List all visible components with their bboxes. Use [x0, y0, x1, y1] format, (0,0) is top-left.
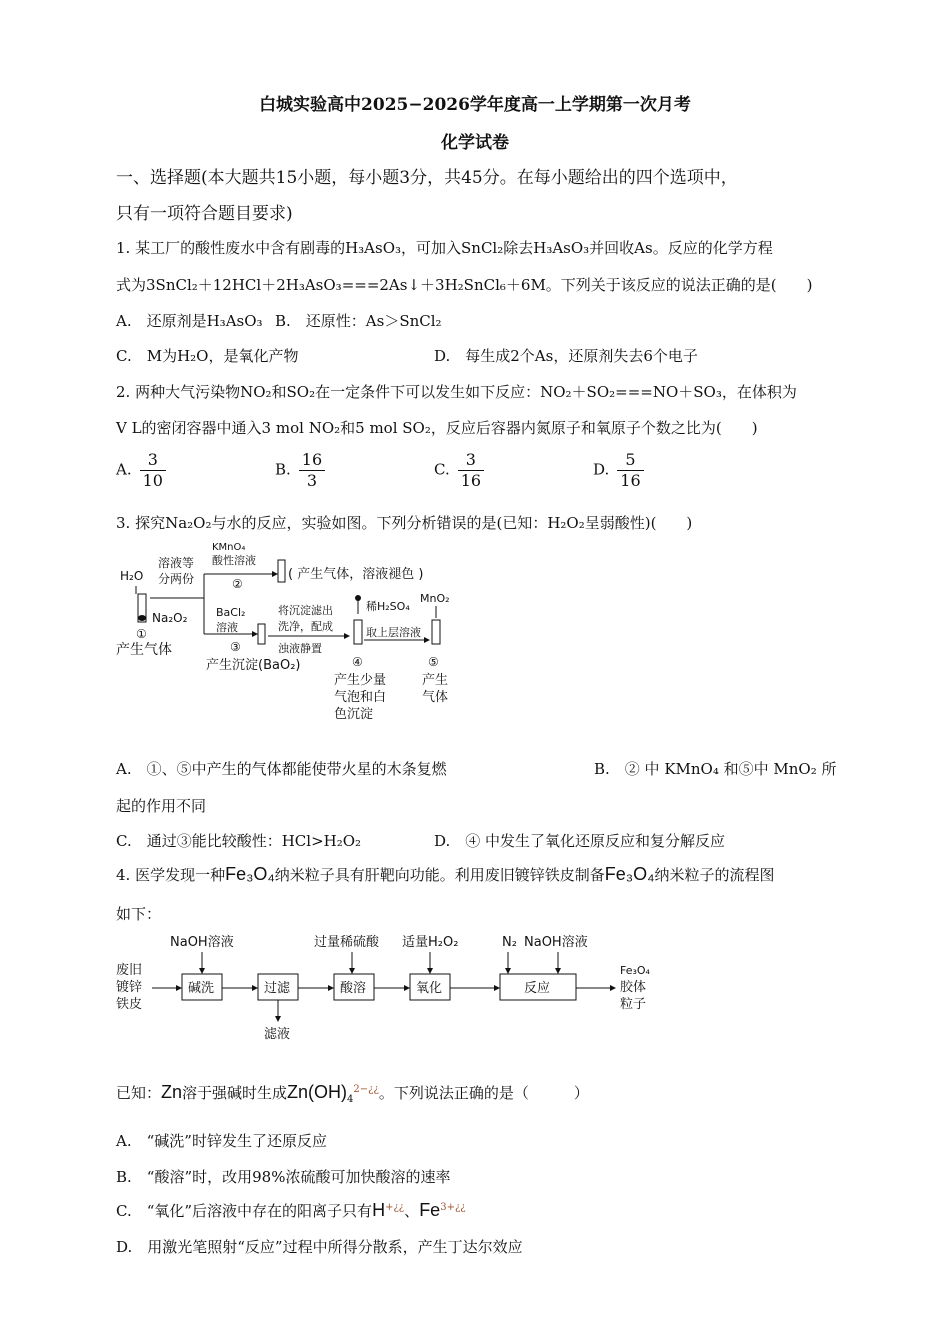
fig3-r4c: 色沉淀 [334, 707, 374, 722]
q2-option-b: B. $\frac{16}{3}$ [275, 450, 325, 491]
q3-option-b-cont: 起的作用不同 [116, 797, 207, 815]
q1-option-c: C. M为H₂O，是氧化产物 [116, 347, 299, 365]
flow-h2o2-in: 适量H₂O₂ [402, 935, 459, 950]
section-heading-line1: 一、选择题(本大题共15小题，每小题3分，共45分。在每小题给出的四个选项中， [116, 168, 738, 188]
flow-filter: 过滤 [264, 981, 291, 996]
exam-subtitle: 化学试卷 [441, 133, 509, 153]
q2-stem-line1: 2. 两种大气污染物NO₂和SO₂在一定条件下可以发生如下反应：NO₂＋SO₂===NO＋SO₃，在体积为 [116, 383, 797, 401]
fig3-step3: 浊液静置 [278, 642, 322, 655]
q4-option-b: B. “酸溶”时，改用98%浓硫酸可加快酸溶的速率 [116, 1168, 451, 1186]
fig3-r4a: 产生少量 [334, 673, 387, 688]
flow-out3: 粒子 [620, 997, 647, 1012]
fig3-bacl2: BaCl₂ [216, 606, 246, 619]
q3-stem-line1: 3. 探究Na₂O₂与水的反应，实验如图。下列分析错误的是(已知：H₂O₂呈弱酸性)( ) [116, 514, 693, 532]
q1-stem-line1: 1. 某工厂的酸性废水中含有剧毒的H₃AsO₃，可加入SnCl₂除去H₃AsO₃并回收As。反应的化学方程 [116, 239, 773, 257]
fig3-kmno4b: 酸性溶液 [212, 554, 256, 567]
fig3-n4: ④ [352, 655, 363, 669]
q2-stem-line2: V L的密闭容器中通入3 mol NO₂和5 mol SO₂，反应后容器内氮原子和氧原子个数之比为( ) [116, 419, 758, 437]
flow-naoh2: NaOH溶液 [524, 935, 588, 950]
fig3-gas1: 产生气体 [116, 642, 172, 658]
q4-known: 已知：Zn溶于强碱时生成$Zn(OH)_4^{2-¿¿}$。下列说法正确的是（ ） [116, 1082, 589, 1105]
flow-n2: N₂ [502, 935, 517, 950]
fig3-r3: 产生沉淀(BaO₂) [206, 658, 301, 673]
q1-stem-line2: 式为3SnCl₂＋12HCl＋2H₃AsO₃===2As↓＋3H₂SnCl₆＋6M。下列关于该反应的说法正确的是( ) [116, 276, 813, 294]
fig3-bacl2b: 溶液 [216, 621, 238, 634]
fig3-split2: 分两份 [158, 572, 195, 586]
test-tube-4 [354, 620, 362, 644]
flow-acid-in: 过量稀硫酸 [314, 935, 380, 950]
q1-option-b: B. 还原性：As＞SnCl₂ [275, 312, 442, 330]
fig3-r5a: 产生 [422, 673, 449, 688]
q1-option-d: D. 每生成2个As，还原剂失去6个电子 [434, 347, 698, 365]
q2-option-a: A. $\frac{3}{10}$ [116, 450, 166, 491]
fig3-n2: ② [232, 577, 243, 591]
q4-stem-line2: 如下： [116, 905, 162, 923]
q3-option-c: C. 通过③能比较酸性：HCl>H₂O₂ [116, 832, 362, 850]
flow-wash: 碱洗 [188, 981, 215, 996]
q3-option-b: B. ② 中 KMnO₄ 和⑤中 MnO₂ 所 [594, 760, 837, 778]
fig3-r4b: 气泡和白 [334, 690, 387, 705]
q1-option-a: A. 还原剂是H₃AsO₃ [116, 312, 263, 330]
flow-acid: 酸溶 [340, 981, 367, 996]
fig3-n1: ① [136, 627, 147, 641]
flow-naoh: NaOH溶液 [170, 935, 234, 950]
fig3-n3: ③ [230, 640, 241, 654]
flow-ox: 氧化 [416, 981, 443, 996]
flow-out2: 胶体 [620, 980, 647, 995]
flow-src1: 废旧 [116, 963, 143, 978]
q2-option-c: C. $\frac{3}{16}$ [434, 450, 484, 491]
fig3-kmno4: KMnO₄ [212, 542, 246, 553]
fig3-mno2: MnO₂ [420, 592, 450, 605]
test-tube-5 [432, 620, 440, 644]
q4-option-c: C. “氧化”后溶液中存在的阳离子只有H+¿¿、$Fe^{3+¿¿}$ [116, 1200, 466, 1220]
q4-option-d: D. 用激光笔照射“反应”过程中所得分散系，产生丁达尔效应 [116, 1238, 523, 1256]
flow-out1: Fe₃O₄ [620, 964, 650, 977]
q2-option-d: D. $\frac{5}{16}$ [593, 450, 644, 491]
flow-src3: 铁皮 [116, 997, 143, 1012]
fig3-step2: 洗净，配成 [278, 620, 333, 633]
q4-flowchart [112, 930, 672, 1050]
fig3-r2: ( 产生气体，溶液褪色 ) [288, 567, 424, 582]
fig3-upper: 取上层溶液 [366, 626, 421, 639]
flow-filtrate: 滤液 [264, 1027, 291, 1042]
fig3-na2o2: Na₂O₂ [152, 611, 188, 625]
q3-option-a: A. ①、⑤中产生的气体都能使带火星的木条复燃 [116, 760, 447, 778]
fig3-r5b: 气体 [422, 690, 449, 705]
fig3-step1: 将沉淀滤出 [278, 604, 333, 617]
flow-react: 反应 [524, 981, 551, 996]
test-tube-2 [278, 560, 285, 582]
q4-stem-line1: 4. 医学发现一种Fe₃O₄纳米粒子具有肝靶向功能。利用废旧镀锌铁皮制备Fe₃O₄纳米粒子的流程图 [116, 864, 775, 884]
q3-option-d: D. ④ 中发生了氧化还原反应和复分解反应 [434, 832, 726, 850]
flow-src2: 镀锌 [116, 980, 143, 995]
fig3-split: 溶液等 [158, 556, 195, 570]
fig3-h2o: H₂O [120, 569, 144, 583]
test-tube-3 [258, 624, 265, 644]
q3-experiment-figure [112, 538, 452, 728]
section-heading-line2: 只有一项符合题目要求) [116, 204, 293, 224]
fig3-n5: ⑤ [428, 655, 439, 669]
fig3-h2so4: 稀H₂SO₄ [366, 600, 410, 613]
q4-option-a: A. “碱洗”时锌发生了还原反应 [116, 1132, 327, 1150]
exam-title: 白城实验高中2025−2026学年度高一上学期第一次月考 [259, 95, 691, 115]
